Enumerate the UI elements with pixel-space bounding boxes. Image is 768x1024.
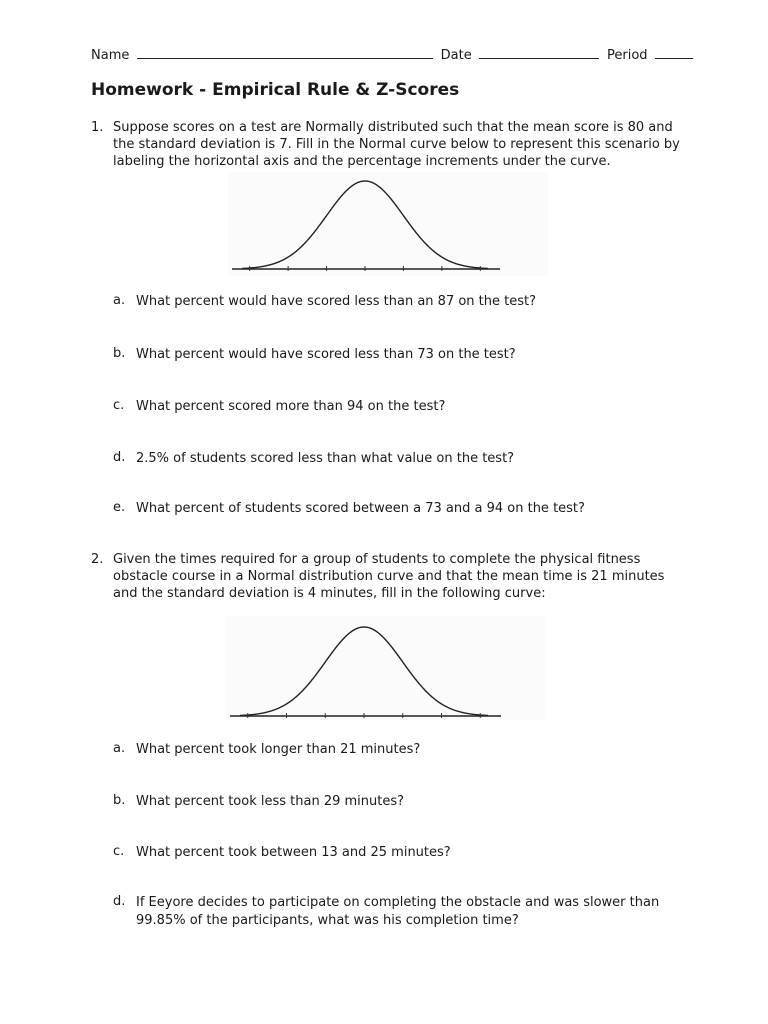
sub-text: What percent would have scored less than 73 on the test? (136, 347, 516, 362)
question-number: 2. (91, 552, 104, 567)
sub-text: If Eeyore decides to participate on completing the obstacle and was slower than 99.85% of the participants, what was his completion time? (136, 895, 660, 928)
sub-letter: d. (113, 450, 126, 465)
sub-text: What percent took between 13 and 25 minutes? (136, 845, 451, 860)
question-text: Suppose scores on a test are Normally distributed such that the mean score is 80 and the standard deviation is 7. Fill in the Normal curve below to represent this scenario by labeling the horizontal axis and the percentage increments under the curve. (113, 120, 680, 169)
header-row (91, 46, 697, 63)
sub-text: What percent of students scored between a 73 and a 94 on the test? (136, 501, 585, 516)
sub-letter: a. (113, 293, 126, 308)
period-label: Period (607, 48, 648, 63)
normal-curve-1[interactable] (228, 172, 548, 276)
sub-text: What percent took less than 29 minutes? (136, 794, 405, 809)
sub-letter: d. (113, 894, 126, 909)
sub-letter: c. (113, 844, 125, 859)
sub-letter: c. (113, 398, 125, 413)
period-field[interactable] (655, 46, 693, 59)
sub-text: What percent would have scored less than an 87 on the test? (136, 294, 537, 309)
page-title: Homework - Empirical Rule & Z-Scores (91, 80, 460, 100)
sub-text: 2.5% of students scored less than what value on the test? (136, 451, 515, 466)
date-label: Date (440, 48, 472, 63)
question-text: Given the times required for a group of students to complete the physical fitness obstacle course in a Normal distribution curve and that the mean time is 21 minutes and the standard deviation is 4 minutes, fill in the following curve: (113, 552, 665, 601)
sub-text: What percent scored more than 94 on the test? (136, 399, 446, 414)
date-field[interactable] (479, 46, 599, 59)
question-number: 1. (91, 120, 104, 135)
sub-text: What percent took longer than 21 minutes? (136, 742, 421, 757)
sub-letter: b. (113, 793, 126, 808)
name-label: Name (91, 48, 130, 63)
sub-letter: e. (113, 500, 126, 515)
normal-curve-2[interactable] (226, 616, 546, 720)
sub-letter: b. (113, 346, 126, 361)
name-field[interactable] (137, 46, 433, 59)
sub-letter: a. (113, 741, 126, 756)
